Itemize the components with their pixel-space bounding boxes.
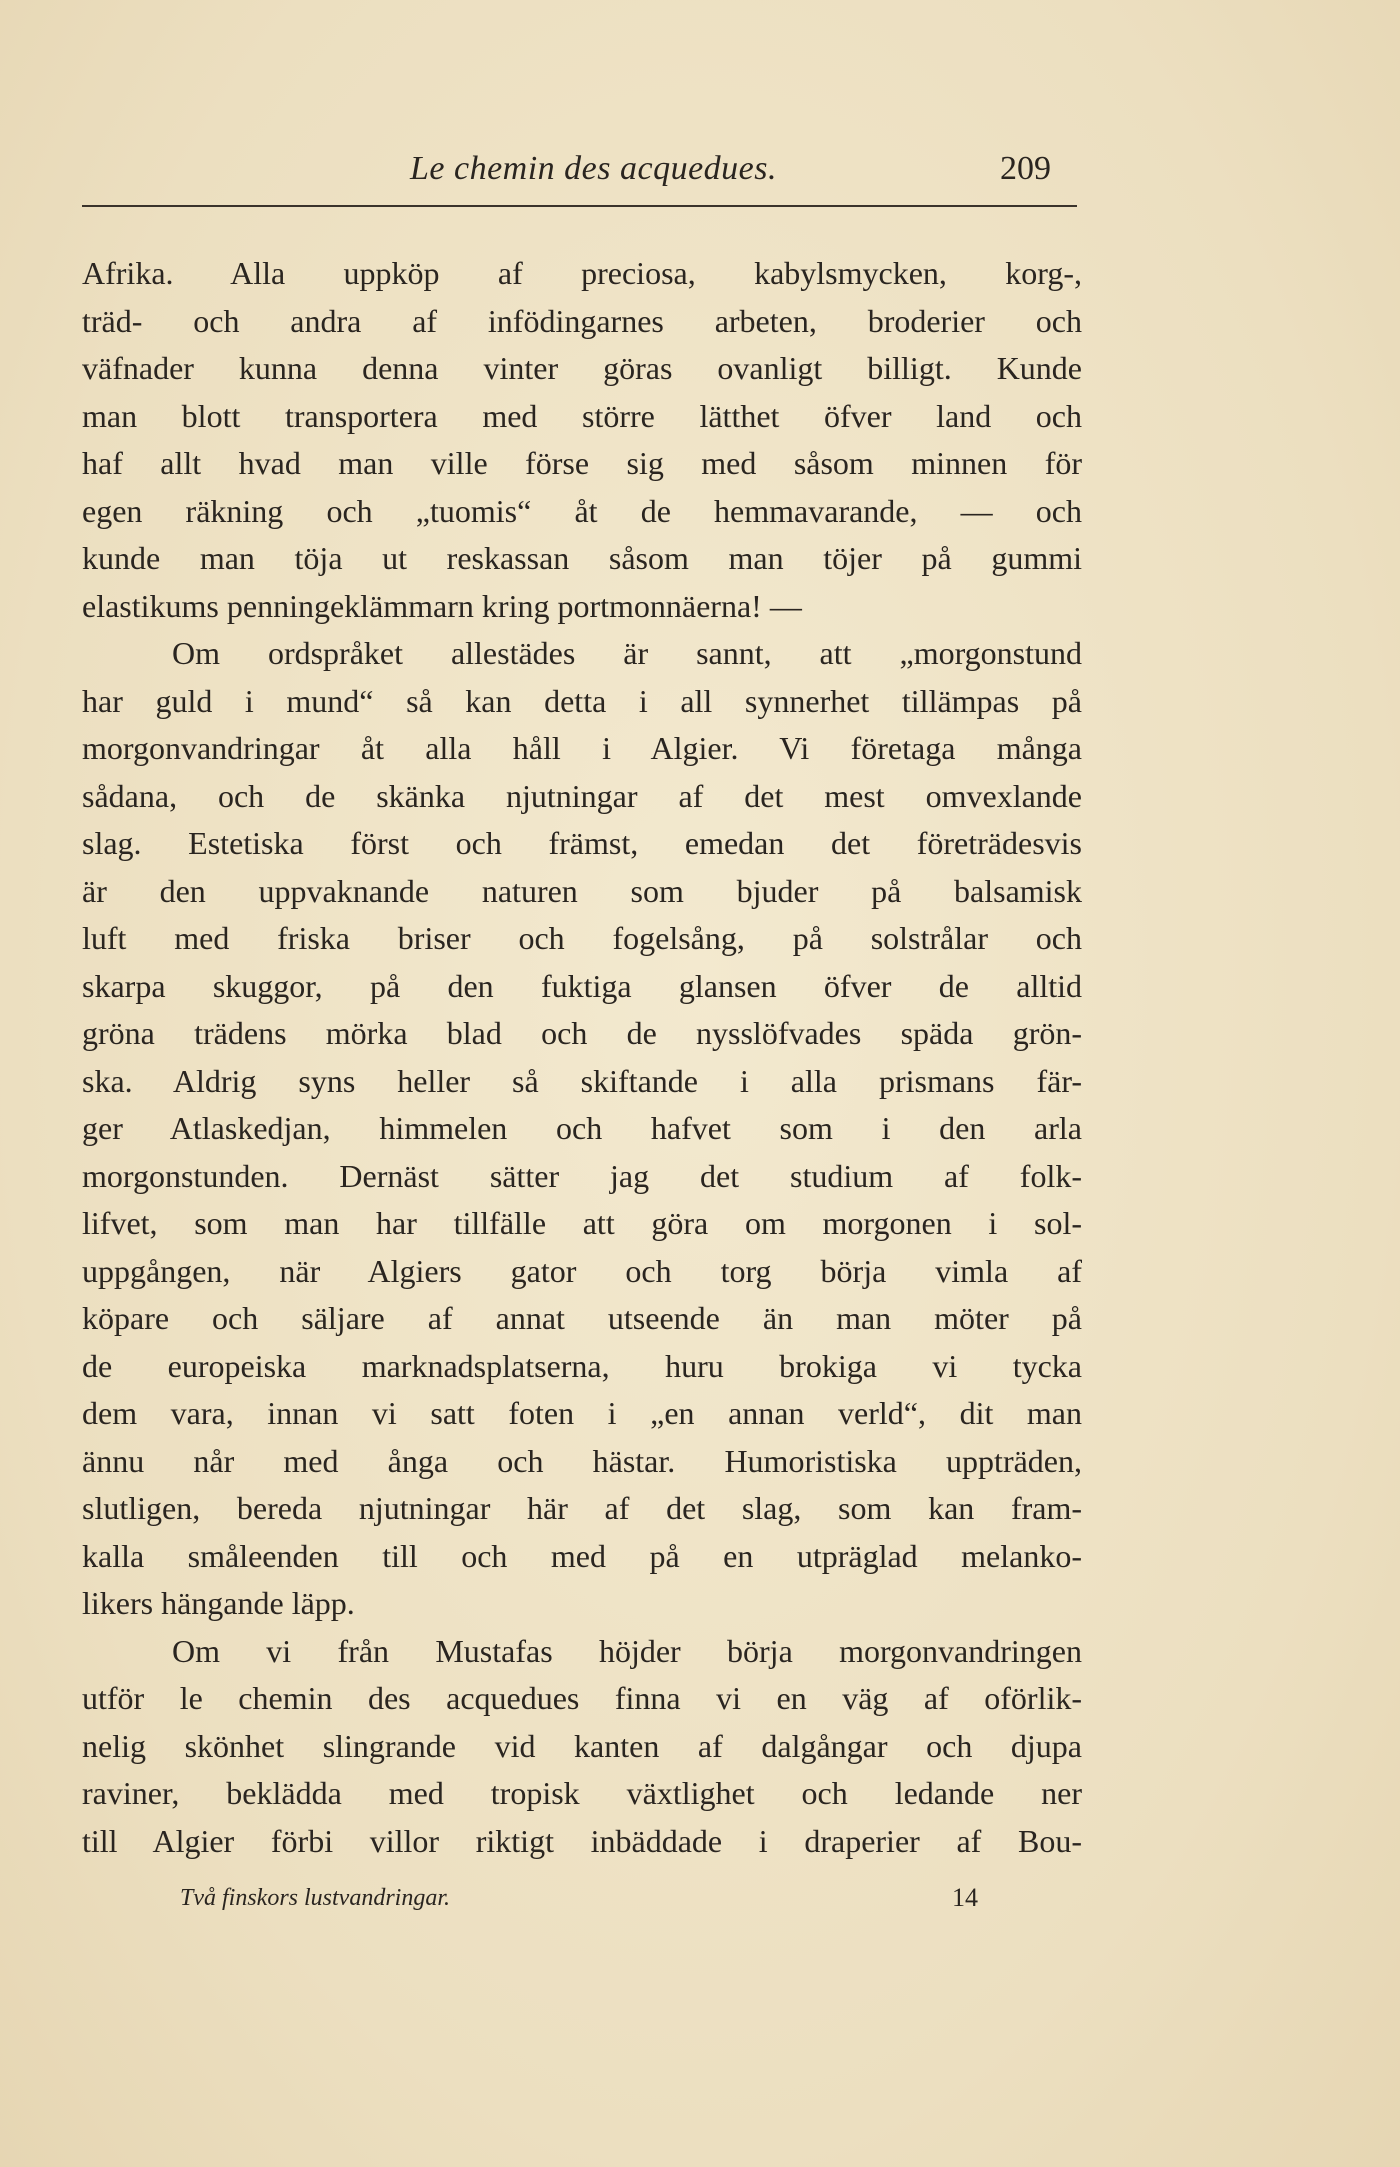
text-line: kunde man töja ut reskassan såsom man töjer på gummi [82,540,1082,576]
text-line: lifvet, som man har tillfälle att göra om morgonen i sol- [82,1205,1082,1241]
text-line: utför le chemin des acquedues finna vi en väg af oförlik- [82,1680,1082,1716]
text-line: nelig skönhet slingrande vid kanten af dalgångar och djupa [82,1727,1082,1764]
text-line: egen räkning och „tuomis“ åt de hemmavarande, — och [82,492,1082,529]
running-header-title: Le chemin des acquedues. [410,150,778,187]
text-line: ska. Aldrig syns heller så skiftande i alla prismans fär- [82,1062,1082,1099]
footer-sheet-number: 14 [952,1883,978,1912]
text-line: luft med friska briser och fogelsång, på solstrålar och [82,920,1082,956]
text-line: uppgången, när Algiers gator och torg börja vimla af [82,1252,1082,1289]
text-line: Afrika. Alla uppköp af preciosa, kabylsmycken, korg-, [82,255,1082,291]
text-line: slutligen, bereda njutningar här af det slag, som kan fram- [82,1490,1082,1526]
text-line: skarpa skuggor, på den fuktiga glansen öfver de alltid [82,967,1082,1004]
paragraph-start-line: Om vi från Mustafas höjder börja morgonvandringen [172,1632,1082,1669]
text-line: ännu når med ånga och hästar. Humoristiska uppträden, [82,1442,1082,1479]
text-line: ger Atlaskedjan, himmelen och hafvet som i den arla [82,1110,1082,1146]
footer-signature: Två finskors lustvandringar. [180,1885,451,1911]
text-line: man blott transportera med större lätthet öfver land och [82,397,1082,434]
text-line: de europeiska marknadsplatserna, huru brokiga vi tycka [82,1347,1082,1384]
text-line: likers hängande läpp. [82,1585,355,1621]
body-text [82,250,1082,1865]
text-line: morgonvandringar åt alla håll i Algier. Vi företaga många [82,730,1082,766]
text-line: till Algier förbi villor riktigt inbäddade i draperier af Bou- [82,1822,1082,1859]
text-line: har guld i mund“ så kan detta i all synnerhet tillämpas på [82,682,1082,719]
text-line: kalla småleenden till och med på en utpräglad melanko- [82,1537,1082,1574]
page-number: 209 [1000,150,1051,187]
text-line: raviner, beklädda med tropisk växtlighet och ledande ner [82,1775,1082,1811]
paragraph-start-line: Om ordspråket allestädes är sannt, att „morgonstund [172,635,1082,671]
text-line: gröna trädens mörka blad och de nysslöfvades späda grön- [82,1015,1082,1051]
text-line: träd- och andra af infödingarnes arbeten, broderier och [82,302,1082,339]
text-line: elastikums penningeklämmarn kring portmonnäerna! — [82,587,802,624]
text-line: dem vara, innan vi satt foten i „en annan verld“, dit man [82,1395,1082,1431]
header-rule [82,205,1077,207]
text-line: sådana, och de skänka njutningar af det mest omvexlande [82,777,1082,814]
text-line: köpare och säljare af annat utseende än man möter på [82,1300,1082,1336]
text-line: är den uppvaknande naturen som bjuder på balsamisk [82,872,1082,909]
text-line: slag. Estetiska först och främst, emedan det företrädesvis [82,825,1082,861]
text-line: morgonstunden. Dernäst sätter jag det studium af folk- [82,1157,1082,1194]
text-line: haf allt hvad man ville förse sig med såsom minnen för [82,445,1082,481]
text-line: väfnader kunna denna vinter göras ovanligt billigt. Kunde [82,350,1082,386]
